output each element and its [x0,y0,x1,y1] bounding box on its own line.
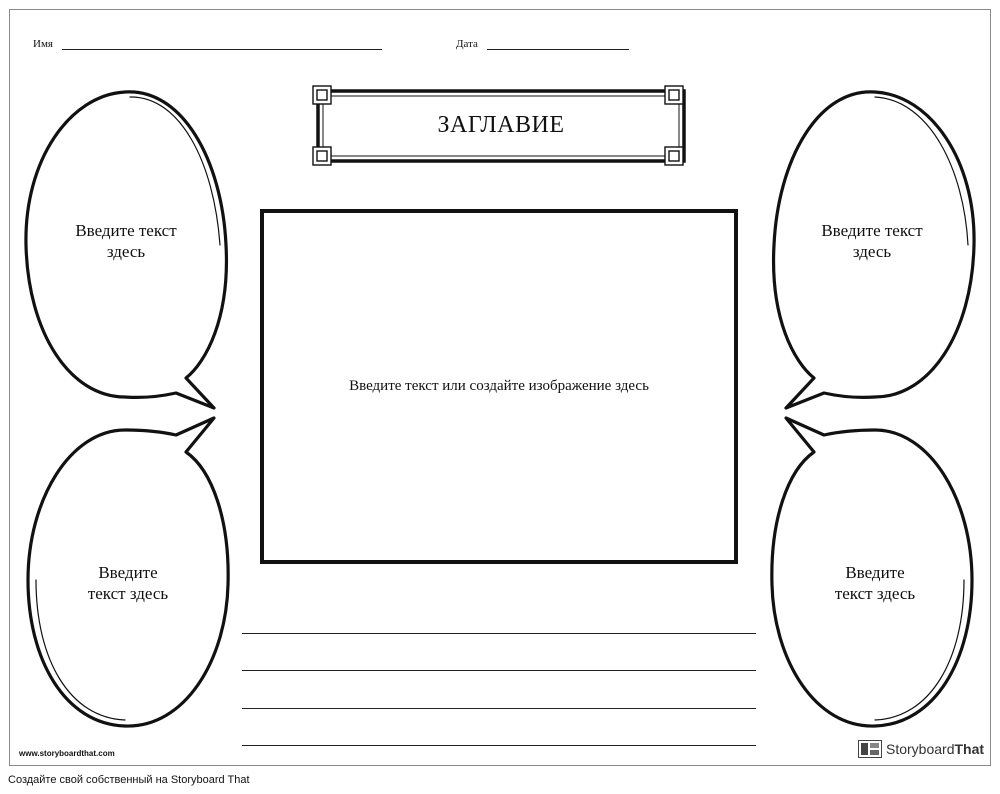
center-box-text: Введите текст или создайте изображение здесь [349,378,649,394]
site-url-watermark: www.storyboardthat.com [19,749,115,758]
writing-line[interactable] [242,633,756,634]
worksheet-title[interactable]: ЗАГЛАВИЕ [437,111,565,138]
writing-line[interactable] [242,670,756,671]
bubble-text-top-left[interactable]: Введите текст здесь [75,221,177,261]
storyboard-logo-icon [858,740,882,758]
bubble-text-bottom-left[interactable]: Введите текст здесь [87,563,169,603]
bubble-text-top-right[interactable]: Введите текст здесь [821,221,923,261]
storyboardthat-logo: Storyboard That [858,738,984,760]
center-image-box[interactable] [260,209,738,564]
name-field-line[interactable] [62,49,382,50]
writing-line[interactable] [242,708,756,709]
name-label: Имя [33,38,53,50]
bubble-text-bottom-right[interactable]: Введите текст здесь [834,563,916,603]
date-field-line[interactable] [487,49,629,50]
date-label: Дата [456,38,478,50]
footer-link[interactable]: Создайте свой собственный на Storyboard That [8,774,250,786]
writing-line[interactable] [242,745,756,746]
